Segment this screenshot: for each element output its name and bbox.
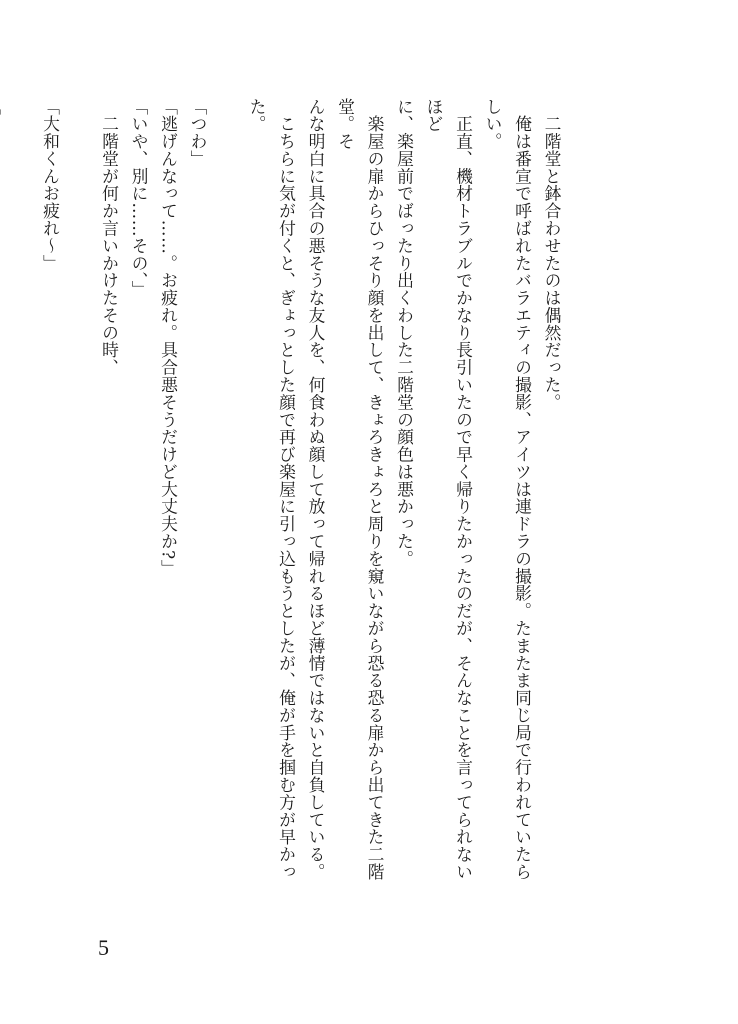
text-line: こちらに気が付くと、ぎょっとした顔で再び楽屋に引っ込もうとしたが、俺が手を掴む方が早かった。 [247,98,297,881]
text-line: 二階堂が何か言いかけたその時、 [99,98,120,377]
dialogue-line: 「逃げんなって……。お疲れ。具合悪そうだけど大丈夫か?」 [158,98,179,578]
blank-line [212,98,242,888]
text-line: 楽屋の扉からひっそり顔を出して、きょろきょろと周りを窺いながら恐る恐る扉から出てきた二階堂。そ [335,98,385,881]
text-line: 正直、機材トラブルでかなり長引いたので早く帰りたかったのだが、そんなことを言ってられないほど [424,98,474,881]
dialogue-line: 「大和くんお疲れ〜」 [40,98,61,272]
blank-line [6,98,36,888]
text-line: 二階堂と鉢合わせたのは偶然だった。 [542,98,562,412]
dialogue-line [0,98,6,888]
dialogue-line: 「いや、別に……その、」 [129,98,149,299]
text-line: 俺は番宣で呼ばれたバラエティの撮影、アイツは連ドラの撮影。たまたま同じ局で行われていたらしい。 [483,98,533,881]
blank-line [65,98,95,888]
page-number: 5 [98,935,109,960]
vertical-text-block [40,98,566,888]
dialogue-line: 「つわ」 [188,98,208,168]
text-line: んな明白に具合の悪そうな友人を、何食わぬ顔して放って帰れるほど薄情ではないと自負している。 [306,98,326,881]
text-line: に、楽屋前でばったり出くわした二階堂の顔色は悪かった。 [394,98,415,568]
